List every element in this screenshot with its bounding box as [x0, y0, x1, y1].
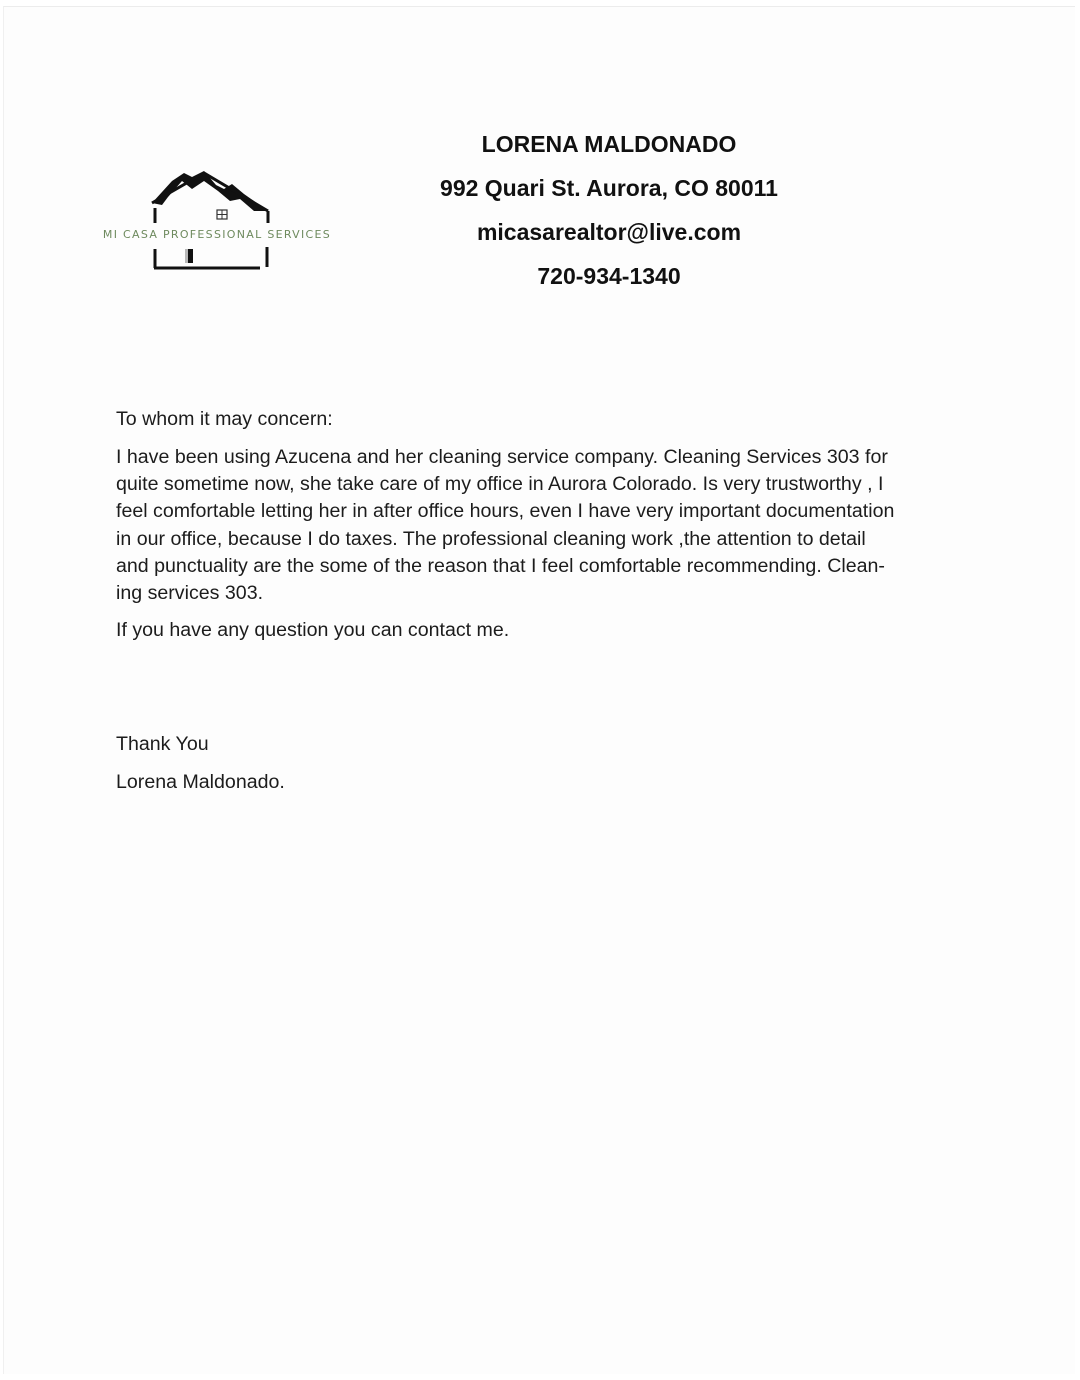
letter-body	[116, 404, 966, 644]
logo-word-3: SERVICES	[267, 228, 332, 241]
body-line: and punctuality are the some of the reason that I feel comfortable recommending. Clean-	[116, 554, 885, 577]
sender-phone: 720-934-1340	[537, 263, 681, 289]
sender-address: 992 Quari St. Aurora, CO 80011	[440, 175, 778, 201]
company-logo	[92, 167, 342, 277]
house-with-mountains-icon	[92, 167, 342, 277]
salutation: To whom it may concern:	[116, 408, 333, 430]
logo-word-2: PROFESSIONAL	[162, 228, 263, 241]
letter-page	[3, 6, 1075, 1374]
body-line: feel comfortable letting her in after office hours, even I have very important documentation	[116, 500, 895, 523]
closing-phrase: Thank You	[116, 733, 209, 755]
signature: Lorena Maldonado.	[116, 771, 285, 793]
logo-word-1: MI CASA	[102, 228, 159, 241]
body-line: I have been using Azucena and her cleaning service company. Cleaning Services 303 for	[116, 446, 888, 468]
sender-name: LORENA MALDONADO	[481, 131, 737, 157]
sender-email: micasarealtor@live.com	[476, 219, 742, 245]
logo-wordmark	[92, 228, 342, 241]
body-line: ing services 303.	[116, 582, 264, 605]
contact-header	[404, 125, 814, 301]
body-paragraph	[116, 444, 966, 607]
body-line: quite sometime now, she take care of my office in Aurora Colorado. Is very trustworthy , I	[116, 473, 884, 496]
body-line: in our office, because I do taxes. The professional cleaning work ,the attention to detail	[116, 527, 866, 550]
letter-closing	[116, 729, 285, 805]
contact-paragraph: If you have any question you can contact me.	[116, 619, 510, 642]
